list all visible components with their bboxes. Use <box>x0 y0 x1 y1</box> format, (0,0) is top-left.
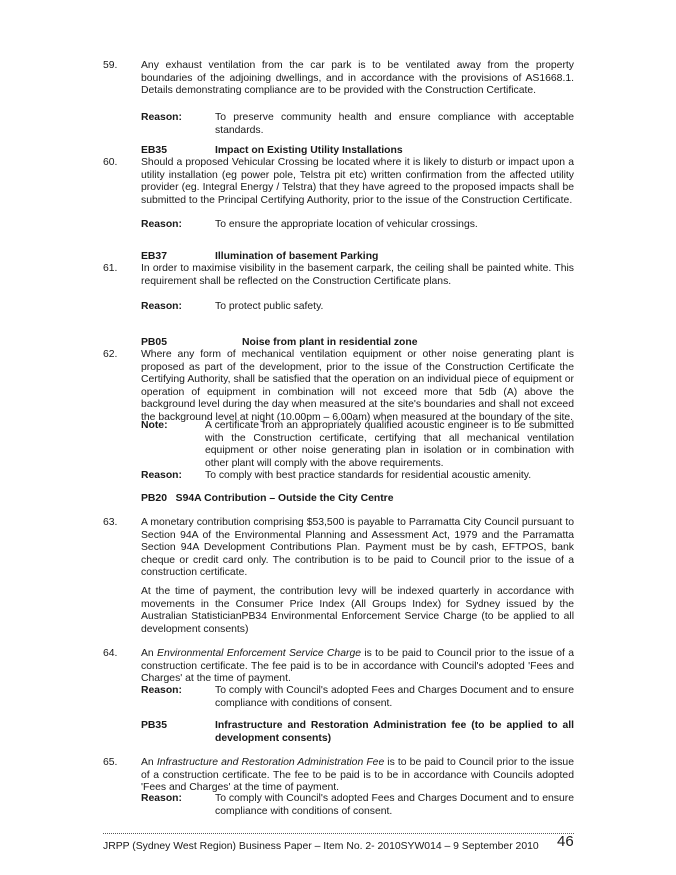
reason-label: Reason: <box>141 112 182 123</box>
condition-text: Should a proposed Vehicular Crossing be located where it is likely to disturb or impact upon a utility installation (eg power pole, Telstra pit etc) written confirmation from the affected utility provider (eg. Integral Energy / Telstra) that they have agreed to the proposed impacts shall be submitted to the Principal Certifying Authority, prior to the issue of the Construction Certificate. <box>141 157 574 206</box>
reason-text: To ensure the appropriate location of vehicular crossings. <box>215 219 478 230</box>
reason-label: Reason: <box>141 219 182 230</box>
condition-number: 63. <box>103 517 118 528</box>
condition-text: Any exhaust ventilation from the car park is to be ventilated away from the property boundaries of the adjoining dwellings, and in accordance with the provisions of AS1668.1. Details demonstrating compliance are to be provided with the Construction Certificate. <box>141 60 574 97</box>
condition-number: 60. <box>103 157 118 168</box>
condition-code: PB05 <box>141 337 167 348</box>
reason-label: Reason: <box>141 301 182 312</box>
reason-text: To protect public safety. <box>215 301 324 312</box>
condition-text: In order to maximise visibility in the basement carpark, the ceiling shall be painted white. This requirement shall be reflected on the Construction Certificate plans. <box>141 263 574 287</box>
condition-number: 62. <box>103 349 118 360</box>
footer-divider <box>103 833 574 834</box>
condition-title: Infrastructure and Restoration Administration fee (to be applied to all development consents) <box>215 720 574 744</box>
reason-label: Reason: <box>141 793 182 804</box>
reason-label: Reason: <box>141 470 182 481</box>
condition-text: An Environmental Enforcement Service Charge is to be paid to Council prior to the issue of a construction certificate. The fee paid is to be in accordance with Council's adopted 'Fees and Charges' at the time of payment. <box>141 648 574 685</box>
condition-text: A monetary contribution comprising $53,500 is payable to Parramatta City Council pursuant to Section 94A of the Environmental Planning and Assessment Act, 1979 and the Parramatta Section 94A Development Contributions Plan. Payment must be by cash, EFTPOS, bank cheque or credit card only. The contribution is to be paid to Council prior to the issue of a construction certificate. <box>141 517 574 579</box>
condition-number: 65. <box>103 757 118 768</box>
condition-number: 59. <box>103 60 118 71</box>
reason-label: Reason: <box>141 685 182 696</box>
condition-text-continued: At the time of payment, the contribution levy will be indexed quarterly in accordance with movements in the Consumer Price Index (All Groups Index) for Sydney issued by the Australian StatisticianPB34 Environmental Enforcement Service Charge (to be applied to all development consents) <box>141 586 574 635</box>
condition-title <box>141 493 394 506</box>
footer-text: JRPP (Sydney West Region) Business Paper – Item No. 2- 2010SYW014 – 9 September 2010 <box>103 841 539 852</box>
reason-text: To comply with Council's adopted Fees and Charges Document and to ensure compliance with conditions of consent. <box>215 793 574 817</box>
reason-text: To preserve community health and ensure compliance with acceptable standards. <box>215 112 574 136</box>
condition-title: Impact on Existing Utility Installations <box>215 145 403 156</box>
note-text: A certificate from an appropriately qualified acoustic engineer is to be submitted with the Construction certificate, certifying that all mechanical ventilation equipment or other noise generating plan in isolation or in combination with other plant will comply with the above requirements. <box>205 420 574 469</box>
condition-code: PB35 <box>141 720 167 731</box>
fee-name: Infrastructure and Restoration Administration Fee <box>156 757 385 768</box>
condition-code: PB20 <box>141 493 167 504</box>
condition-title: Noise from plant in residential zone <box>242 337 418 348</box>
reason-text: To comply with Council's adopted Fees and Charges Document and to ensure compliance with conditions of consent. <box>215 685 574 709</box>
charge-name: Environmental Enforcement Service Charge <box>157 648 362 659</box>
condition-title: Illumination of basement Parking <box>215 251 379 262</box>
condition-title-text: S94A Contribution – Outside the City Centre <box>175 493 394 504</box>
condition-code: EB37 <box>141 251 167 262</box>
condition-number: 61. <box>103 263 118 274</box>
reason-text: To comply with best practice standards for residential acoustic amenity. <box>205 470 532 481</box>
condition-text: Where any form of mechanical ventilation equipment or other noise generating plant is proposed as part of the development, prior to the issue of the Construction Certificate the Certifying Authority, shall be satisfied that the operation on an individual piece of equipment or operation of equipment in combination will not exceed more that 5db (A) above the background level during the day when measured at the site's boundaries and shall not exceed the background level at night (10.00pm – 6.00am) when measured at the boundary of the site. <box>141 349 574 423</box>
note-label: Note: <box>141 420 168 431</box>
condition-text: An Infrastructure and Restoration Administration Fee is to be paid to Council prior to the issue of a construction certificate. The fee to be paid is to be in accordance with Councils adopted 'Fees and Charges' at the time of payment. <box>141 757 574 794</box>
condition-code: EB35 <box>141 145 167 156</box>
condition-number: 64. <box>103 648 118 659</box>
page-number: 46 <box>557 833 574 850</box>
